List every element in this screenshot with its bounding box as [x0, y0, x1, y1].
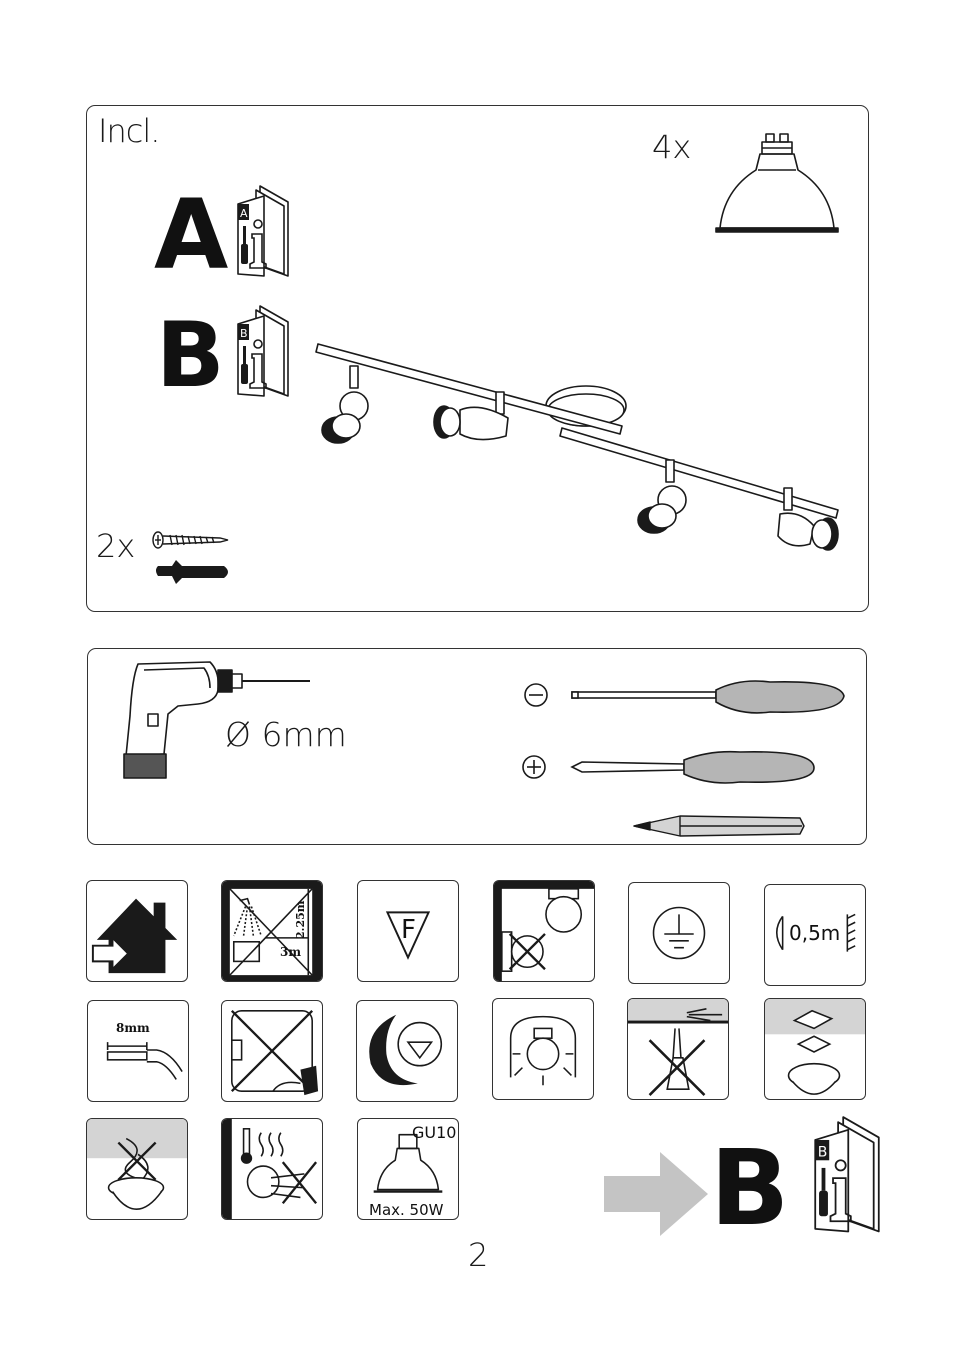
manual-a-tag: A	[240, 207, 248, 220]
strip-length-label: 8mm	[116, 1021, 150, 1035]
bathroom-distance-label: 3m	[280, 945, 302, 959]
bathroom-height-label: 2.25m	[294, 900, 307, 939]
bathroom-zone-icon	[221, 880, 323, 982]
next-manual-tag: B	[817, 1144, 828, 1161]
manual-b-book-icon	[234, 302, 292, 398]
next-manual-book-icon	[810, 1112, 884, 1234]
ceiling-fix-icon	[764, 998, 866, 1100]
wall-plug-icon	[154, 558, 232, 586]
included-heading: Incl.	[98, 112, 160, 150]
next-arrow-icon	[604, 1150, 714, 1238]
gu10-bulb-icon	[712, 132, 842, 236]
no-dimmer-icon	[221, 1000, 323, 1102]
wire-strip-length-icon	[87, 1000, 189, 1102]
bulb-max-label: Max. 50W	[369, 1201, 444, 1219]
manual-b-tag: B	[240, 327, 248, 340]
night-light-icon	[356, 1000, 458, 1102]
flat-screwdriver-icon	[520, 676, 850, 718]
phillips-screwdriver-icon	[520, 748, 820, 790]
spotlight-bar-fixture-illustration	[310, 330, 850, 560]
drill-bit-size: Ø 6mm	[225, 715, 347, 754]
no-covered-lamp-icon	[493, 880, 595, 982]
next-manual-letter: B	[710, 1127, 790, 1249]
no-drill-cable-icon	[627, 998, 729, 1100]
page-number: 2	[468, 1236, 489, 1274]
no-tangled-wires-icon	[86, 1118, 188, 1220]
lamp-quantity: 4x	[652, 128, 692, 166]
no-touch-hot-lamp-icon	[221, 1118, 323, 1220]
manual-a-letter: A	[154, 179, 229, 291]
manual-b-letter: B	[156, 303, 225, 408]
recessed-light-icon	[492, 998, 594, 1100]
screw-icon	[152, 530, 232, 550]
min-distance-icon	[764, 884, 866, 986]
earth-ground-icon	[628, 882, 730, 984]
f-mark-label: F	[401, 915, 416, 945]
min-distance-label: 0,5m	[789, 921, 841, 945]
indoor-use-icon	[86, 880, 188, 982]
bulb-spec-icon	[357, 1118, 459, 1220]
f-mark-icon	[357, 880, 459, 982]
bulb-type-label: GU10	[412, 1123, 457, 1142]
pencil-icon	[630, 812, 810, 840]
manual-a-book-icon	[234, 182, 292, 278]
fixings-quantity: 2x	[96, 527, 136, 565]
